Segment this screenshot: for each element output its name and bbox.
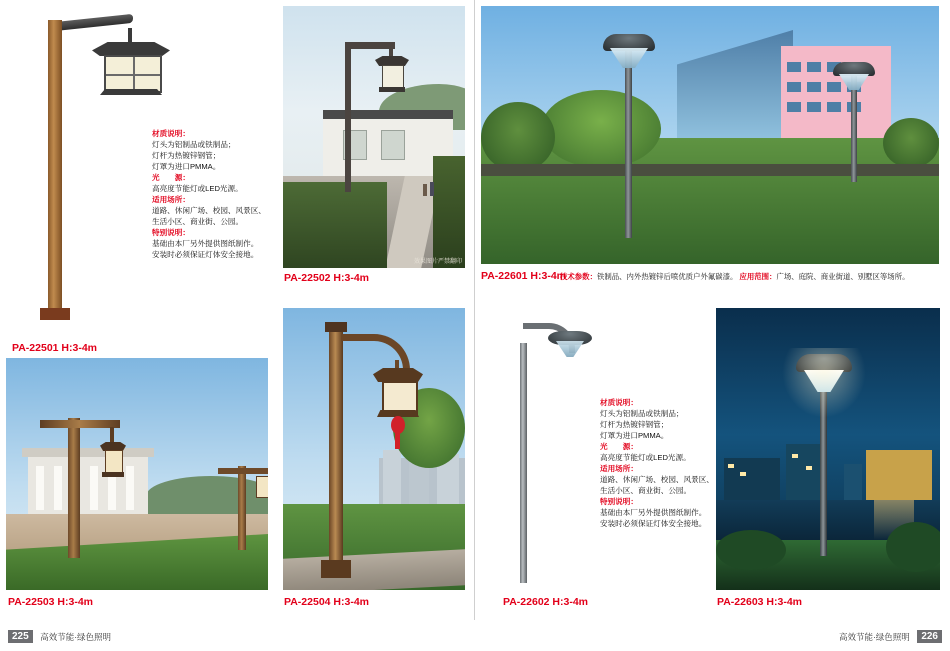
- building-eave: [323, 110, 453, 119]
- spec-line: 高亮度节能灯或LED光源。: [152, 184, 243, 193]
- red-tassel: [395, 433, 400, 449]
- caption-pa22602: PA-22602 H:3-4m: [503, 596, 589, 608]
- lawn: [481, 138, 939, 264]
- note-pa22601: [560, 271, 909, 282]
- fence: [481, 164, 939, 176]
- spec-line: 材质说明：: [600, 398, 638, 407]
- window: [787, 62, 801, 72]
- lamp-pole: [345, 42, 351, 192]
- shrub-row: [283, 182, 387, 268]
- lamp-arm: [55, 14, 133, 31]
- spec-line: 道路、休闲广场、校园、风景区、: [600, 475, 714, 484]
- footer-text-left: 高效节能·绿色照明: [40, 631, 112, 642]
- lantern-bottom: [100, 89, 162, 95]
- person: [423, 184, 427, 196]
- lamp-head: [833, 62, 875, 76]
- spec-line: 生活小区、商业街、公园。: [600, 486, 692, 495]
- window: [807, 62, 821, 72]
- window: [807, 102, 821, 112]
- window-light: [740, 472, 746, 476]
- lamp-cross-arm: [218, 468, 268, 474]
- lamp-pole: [68, 418, 80, 558]
- caption-pa22502: PA-22502 H:3-4m: [284, 272, 370, 284]
- window: [827, 102, 841, 112]
- lamp-pole: [625, 48, 632, 238]
- lamp-drop-rod: [110, 427, 114, 443]
- spec-line: 生活小区、商业街、公园。: [152, 217, 244, 226]
- red-lantern: [391, 416, 405, 434]
- building-pink: [781, 46, 891, 142]
- spec-line: 材质说明：: [152, 129, 190, 138]
- spec-line: 灯罩为进口PMMA。: [152, 162, 221, 171]
- bush: [886, 522, 940, 572]
- window: [807, 82, 821, 92]
- window-light: [728, 464, 734, 468]
- lantern-bottom: [379, 87, 405, 92]
- lamp-base: [40, 308, 70, 320]
- window: [787, 102, 801, 112]
- window: [787, 82, 801, 92]
- lamp-lantern-head: [98, 42, 164, 96]
- footer-text-right: 高效节能·绿色照明: [838, 631, 910, 642]
- window-light: [806, 466, 812, 470]
- window: [827, 82, 841, 92]
- window: [381, 130, 405, 160]
- pole-cap: [325, 322, 347, 332]
- photo-pa22504: [283, 308, 465, 590]
- photo-watermark: 效果图片严禁翻印: [413, 259, 462, 265]
- note-use: 广场、庭院、商业街道、别墅区等场所。: [776, 272, 910, 281]
- footer-right: [834, 630, 942, 643]
- caption-pa22603: PA-22603 H:3-4m: [717, 596, 803, 608]
- page-number-right: 226: [917, 630, 942, 643]
- product-illustration-pa22602: [500, 305, 595, 590]
- column: [36, 466, 44, 510]
- caption-pa22503: PA-22503 H:3-4m: [8, 596, 94, 608]
- willow-tree: [541, 90, 661, 168]
- note-label-use: 应用范围：: [739, 272, 777, 281]
- column: [126, 466, 134, 510]
- hill: [146, 476, 268, 516]
- lamp-pole: [48, 20, 62, 310]
- lamp-glow: [782, 348, 866, 418]
- spec-line: 特别说明：: [152, 228, 190, 237]
- spec-line: 安装时必须保证灯体安全接地。: [600, 519, 707, 528]
- spec-line: 安装时必须保证灯体安全接地。: [152, 250, 259, 259]
- photo-pa22603: [716, 308, 940, 590]
- lantern-bottom: [102, 472, 124, 477]
- column: [90, 466, 98, 510]
- spec-line: 灯头为铝制品或铁制品；: [600, 409, 684, 418]
- tree: [481, 102, 555, 172]
- lamp-base: [321, 560, 351, 578]
- lantern-body: [382, 381, 418, 415]
- spec-line: 基础由本厂另外提供图纸制作。: [600, 508, 707, 517]
- building-roof: [22, 448, 154, 457]
- lantern-body: [105, 450, 123, 474]
- spec-line: 灯头为铝制品或铁制品；: [152, 140, 236, 149]
- lantern-roof: [373, 368, 423, 382]
- column: [54, 466, 62, 510]
- caption-pa22501: PA-22501 H:3-4m: [12, 342, 98, 354]
- tree: [883, 118, 939, 168]
- note-label-tech: 技术参数：: [560, 272, 597, 281]
- lamp-pole: [520, 343, 527, 583]
- spec-line: 适用场所：: [152, 195, 190, 204]
- lantern-roof: [92, 42, 170, 56]
- person: [430, 182, 434, 196]
- window-light: [792, 454, 798, 458]
- caption-pa22504: PA-22504 H:3-4m: [284, 596, 370, 608]
- lamp-pole: [238, 466, 246, 550]
- spec-line: 灯杆为热镀锌钢管；: [152, 151, 221, 160]
- lantern-body: [104, 55, 162, 93]
- page-number-left: 225: [8, 630, 33, 643]
- spec-block-right: [600, 397, 730, 529]
- page-gutter: [474, 0, 475, 620]
- photo-pa22503: [6, 358, 268, 590]
- caption-pa22601: PA-22601 H:3-4m: [481, 270, 567, 282]
- lamp-arm: [347, 42, 395, 49]
- distant-building: [844, 464, 862, 500]
- spec-block-left: [152, 128, 282, 260]
- spec-line: 高亮度节能灯或LED光源。: [600, 453, 691, 462]
- spec-line: 灯罩为进口PMMA。: [600, 431, 669, 440]
- lantern-body: [382, 65, 404, 89]
- distant-building: [383, 450, 401, 512]
- photo-pa22502: [283, 6, 465, 268]
- note-tech: 铁制品、内外热镀锌后喷优质户外氟碳漆。: [596, 272, 738, 281]
- spec-line: 灯杆为热镀锌钢管；: [600, 420, 669, 429]
- lamp-cross-arm: [40, 420, 120, 428]
- spec-line: 基础由本厂另外提供图纸制作。: [152, 239, 259, 248]
- spec-line: 特别说明：: [600, 497, 638, 506]
- spec-line: 适用场所：: [600, 464, 638, 473]
- spec-line: 道路、休闲广场、校园、风景区、: [152, 206, 266, 215]
- footer-left: [8, 630, 116, 643]
- shrub-right: [433, 156, 465, 268]
- photo-pa22601: [481, 6, 939, 264]
- bush: [716, 530, 786, 570]
- lantern-body: [256, 476, 268, 498]
- spec-line: 光 源：: [600, 442, 638, 451]
- lit-building: [866, 450, 932, 500]
- spec-line: 光 源：: [152, 173, 190, 182]
